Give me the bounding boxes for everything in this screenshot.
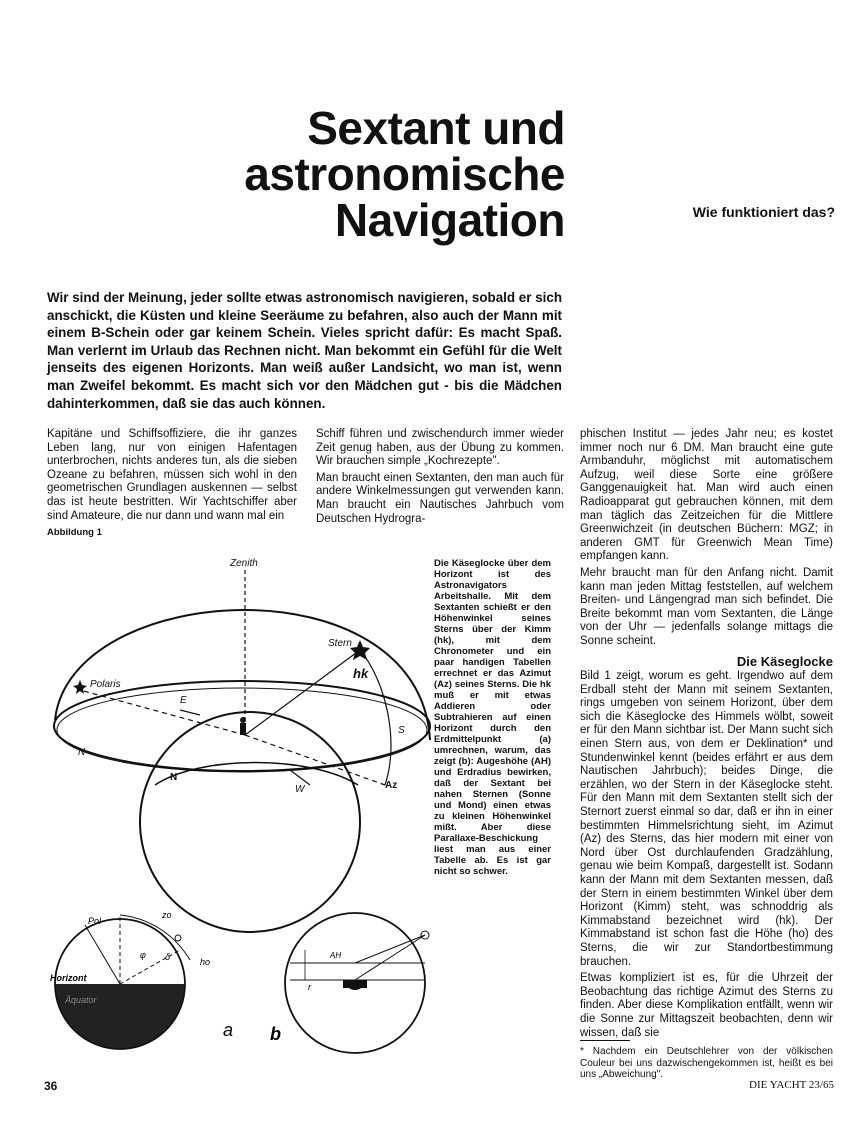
earth-sphere xyxy=(140,712,360,932)
label-delta: δ xyxy=(165,952,171,962)
col3-paragraph-2: Mehr braucht man für den Anfang nicht. Damit kann man jeden Mittag feststellen, auf welchem Breiten- und Längengrad man sich befindet. Die Breite bekommt man vom Sextanten, die Länge von der Uhr — jedenfalls solange mittags die Sonne scheint. xyxy=(580,566,833,647)
label-zenith: Zenith xyxy=(230,558,258,569)
figure-label: Abbildung 1 xyxy=(47,527,102,538)
article-title xyxy=(150,102,565,246)
west-mark xyxy=(290,770,310,785)
label-s: S xyxy=(398,725,405,736)
column-3 xyxy=(580,428,833,1043)
magazine-issue: DIE YACHT 23/65 xyxy=(749,1079,834,1091)
label-a: a xyxy=(223,1020,234,1040)
label-n-earth: N xyxy=(170,772,178,783)
star-icon xyxy=(350,640,370,660)
title-line-3: Navigation xyxy=(334,194,565,246)
column-2 xyxy=(316,428,564,529)
label-phi: φ xyxy=(140,950,146,960)
page-number: 36 xyxy=(44,1079,58,1093)
label-b: b xyxy=(270,1024,281,1044)
label-hk: hk xyxy=(353,666,369,681)
col1-paragraph-1: Kapitäne und Schiffsoffiziere, die ihr ganzes Leben lang, nur von einigen Hafentagen unterbrochen, nichts anderes tun, als die sieben Ozeane zu befahren, müssen sich wohl in den geometrischen Grundlagen auskennen — selbst das ist heute bestritten. Wir Yachtschiffer aber sind Amateure, die nur dann und wann mal ein xyxy=(47,428,297,522)
label-aquator: Äquator xyxy=(65,995,97,1005)
section-heading: Die Käseglocke xyxy=(736,653,833,669)
footnote: * Nachdem ein Deutschlehrer von der völkischen Couleur bei uns dazwischengekommen ist, heißt es bei uns „Abweichung". xyxy=(580,1046,833,1080)
label-horizont: Horizont xyxy=(50,973,87,983)
col2-paragraph-1: Schiff führen und zwischendurch immer wieder Zeit genug haben, aus der Übung zu kommen. Wir brauchen simple „Kochrezepte". xyxy=(316,428,564,468)
label-az: Az xyxy=(385,780,398,791)
label-e: E xyxy=(180,695,187,706)
label-pol: Pol xyxy=(88,916,102,926)
label-ho: ho xyxy=(200,957,211,967)
label-zo: zo xyxy=(162,910,172,920)
label-w: W xyxy=(295,784,305,795)
polaris-line xyxy=(80,690,245,735)
east-mark xyxy=(180,710,200,715)
label-r: r xyxy=(308,982,311,992)
article-subtitle: Wie funktioniert das? xyxy=(692,204,835,220)
figure-caption: Die Käseglocke über dem Horizont ist des Astronavigators Arbeitshalle. Mit dem Sextanten schießt er den Höhenwinkel seines Sterns über der Kimm (hk), mit dem Chronometer und ein paar handigen Tabellen errechnet er das Azimut (Az) seines Sterns. Die hk muß er mit etwas Addieren oder Subtrahieren auf einen Horizont durch den Erdmittelpunkt (a) umrechnen, warum, das zeigt (b): Augeshöhe (AH) und Erdradius bewirken, daß der Sextant bei nahen Sternen (Sonne und Mond) einen etwas zu kleinen Höhenwinkel mißt. Aber diese Parallaxe-Beschickung liest man aus einer Tabelle ab. Es ist gar nicht so schwer. xyxy=(434,558,551,877)
navigation-figure xyxy=(40,540,570,1060)
footnote-rule xyxy=(580,1040,630,1041)
label-stern: Stern xyxy=(328,638,352,649)
label-n-horizon: N xyxy=(78,747,86,758)
column-1 xyxy=(47,428,297,526)
col3-paragraph-3: Bild 1 zeigt, worum es geht. Irgendwo auf dem Erdball steht der Mann mit seinem Sextanten, rings umgeben von seinem Horizont, über dem sich die Käseglocke des Himmels wölbt, soweit er für den Mann sichtbar ist. Der Mann sucht sich einen Stern aus, von dem er Deklination* und Stundenwinkel kennt (beides erfährt er aus dem Nautischen Jahrbuch); beides Dinge, die erzählen, wo der Stern in der Käseglocke steht. Für den Mann mit dem Sextanten stellt sich der Sternort zuerst einmal so dar, daß er ihn in einer bestimmten Himmelsrichtung sieht, im Azimut (Az) des Sterns, das hier modern mit einer von Nord über Ost durchlaufenden Gradzählung, genau wie beim Kompaß, dargestellt ist. Sodann kann der Mann mit dem Sextanten messen, daß der Stern in einem bestimmten Winkel über dem Horizont (Kimm) steht, was schnoddrig als Kimmabstand bezeichnet wird (hk). Der Kimmabstand ist schon fast die Höhe (ho) des Sterns, die wir zur Standortbestimmung brauchen. xyxy=(580,670,833,968)
label-polaris: Polaris xyxy=(90,679,121,690)
sextant-man-icon xyxy=(240,717,246,735)
title-line-2: astronomische xyxy=(244,148,565,200)
label-ah: AH xyxy=(330,951,342,960)
col3-paragraph-1: phischen Institut — jedes Jahr neu; es kostet immer noch nur 6 DM. Man braucht eine gute Armbanduhr, möglichst mit automatischem Aufzug, weil diese Sorte eine größere Ganggenauigkeit hat. Man wird auch einen Radioapparat gut gebrauchen können, mit dem man täglich das Zeitzeichen für die Mittlere Greenwichzeit (in deutschen Büchern: MGZ; in anderen GMT für Greenwich Mean Time) empfangen kann. xyxy=(580,428,833,563)
col3-paragraph-4: Etwas kompliziert ist es, für die Uhrzeit der Beobachtung das richtige Azimut des Sterns zu finden. Aber diese Komplikation entfällt, wenn wir die Sonne zur Mittagszeit beobachten, denn wir wissen, daß sie xyxy=(580,972,833,1039)
star-sightline xyxy=(245,650,360,735)
title-line-1: Sextant und xyxy=(307,102,565,154)
diagram-a xyxy=(50,910,233,1049)
col2-paragraph-2: Man braucht einen Sextanten, den man auch für andere Winkelmessungen gut verwenden kann. Man braucht ein Nautisches Jahrbuch vom Deutschen Hydrogra- xyxy=(316,471,564,525)
lead-paragraph: Wir sind der Meinung, jeder sollte etwas astronomisch navigieren, sobald er sich anschickt, die Küsten und kleine Seeräume zu befahren, also auch der Mann mit einem B-Schein oder gar keinem Schein. Vieles spricht dafür: Es macht Spaß. Man verlernt im Urlaub das Rechnen nicht. Man bekommt ein Gefühl für die Welt jenseits des eigenen Horizonts. Man weiß außer Landsicht, wo man ist, wenn man Zweifel bekommt. Es macht sich vor den Mädchen gut - bis die Mädchen dahinterkommen, daß sie das auch können. xyxy=(47,290,562,411)
diagram-b xyxy=(270,913,429,1053)
